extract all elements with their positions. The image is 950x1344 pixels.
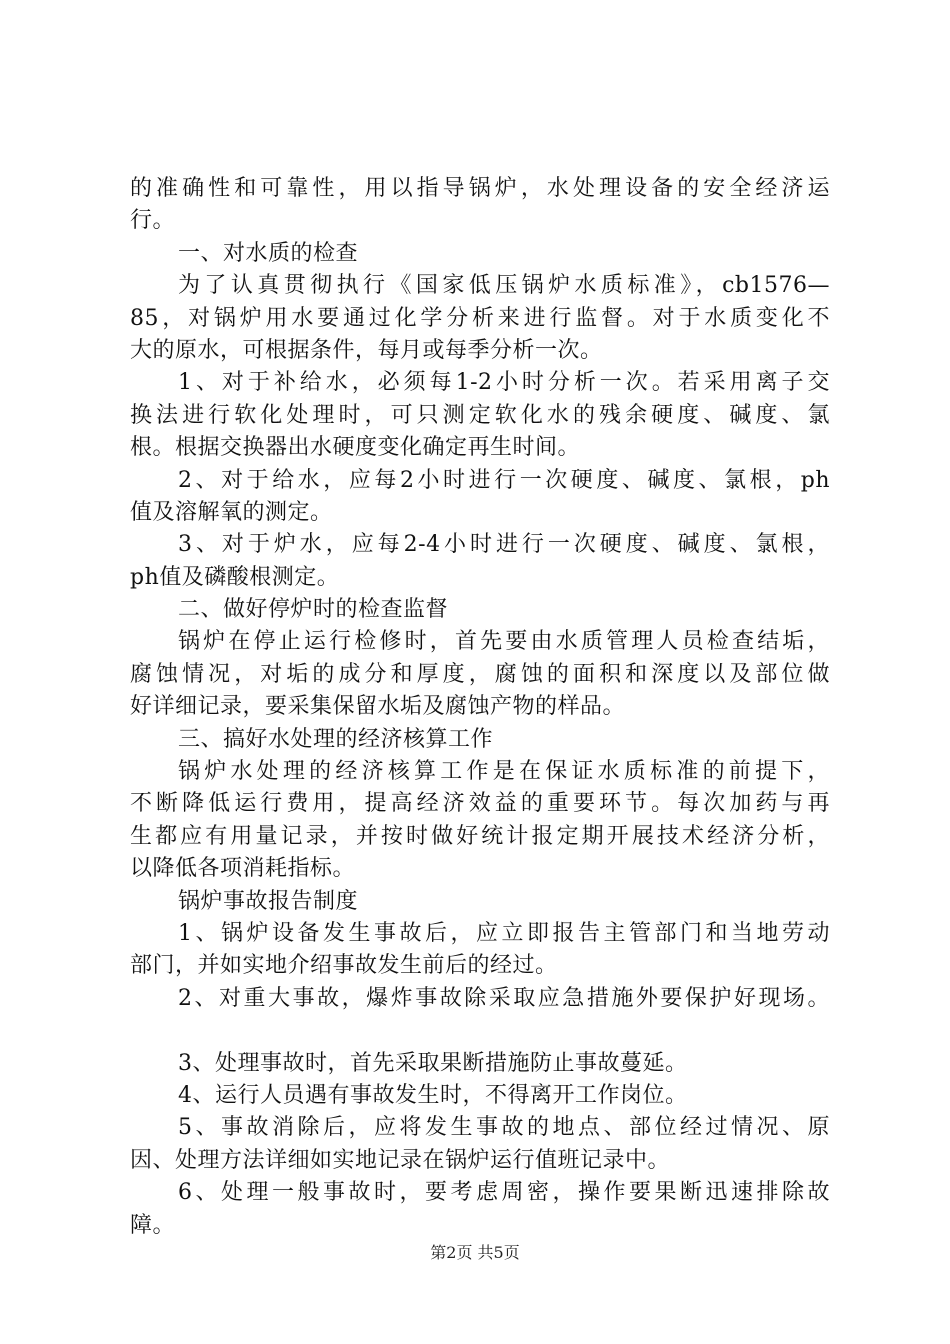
text-line: 三、搞好水处理的经济核算工作 (178, 726, 494, 752)
page-footer: 第2页 共5页 (430, 1243, 520, 1262)
text-line: 锅炉事故报告制度 (178, 888, 359, 914)
text-line: 腐蚀情况，对垢的成分和厚度，腐蚀的面积和深度以及部位做 (130, 661, 830, 687)
text-line: 3、对于炉水，应每2-4小时进行一次硬度、碱度、氯根， (178, 532, 830, 558)
text-line: 部门，并如实地介绍事故发生前后的经过。 (130, 953, 558, 979)
text-line: 锅炉在停止运行检修时，首先要由水质管理人员检查结垢， (178, 629, 830, 655)
text-line: 3、处理事故时，首先采取果断措施防止事故蔓延。 (178, 1050, 688, 1076)
text-line: 锅炉水处理的经济核算工作是在保证水质标准的前提下， (178, 759, 830, 785)
text-line: 1、对于补给水，必须每1-2小时分析一次。若采用离子交 (178, 370, 830, 396)
text-line: ph值及磷酸根测定。 (130, 564, 340, 590)
text-line: 2、对于给水，应每2小时进行一次硬度、碱度、氯根，ph (178, 467, 830, 493)
text-line: 6、处理一般事故时，要考虑周密，操作要果断迅速排除故 (178, 1180, 830, 1206)
text-line: 一、对水质的检查 (178, 240, 359, 266)
text-line: 以降低各项消耗指标。 (130, 856, 356, 882)
text-line: 生都应有用量记录，并按时做好统计报定期开展技术经济分析， (130, 823, 830, 849)
blank-line (130, 1015, 830, 1047)
text-line: 好详细记录，要采集保留水垢及腐蚀产物的样品。 (130, 694, 626, 720)
text-line: 值及溶解氧的测定。 (130, 499, 333, 525)
text-line: 换法进行软化处理时，可只测定软化水的残余硬度、碱度、氯 (130, 402, 830, 428)
text-line: 2、对重大事故，爆炸事故除采取应急措施外要保护好现场。 (178, 985, 830, 1011)
text-line: 85，对锅炉用水要通过化学分析来进行监督。对于水质变化不 (130, 305, 830, 331)
text-line: 根。根据交换器出水硬度变化确定再生时间。 (130, 435, 581, 461)
text-line: 4、运行人员遇有事故发生时，不得离开工作岗位。 (178, 1082, 688, 1108)
text-line: 5、事故消除后，应将发生事故的地点、部位经过情况、原 (178, 1115, 830, 1141)
text-line: 不断降低运行费用，提高经济效益的重要环节。每次加药与再 (130, 791, 830, 817)
text-line: 障。 (130, 1212, 176, 1238)
text-line: 1、锅炉设备发生事故后，应立即报告主管部门和当地劳动 (178, 920, 830, 946)
document-body (130, 173, 830, 1242)
text-line: 行。 (130, 208, 176, 234)
text-line: 为了认真贯彻执行《国家低压锅炉水质标准》，cb1576— (178, 273, 830, 299)
text-line: 因、处理方法详细如实地记录在锅炉运行值班记录中。 (130, 1147, 671, 1173)
text-line: 的准确性和可靠性，用以指导锅炉，水处理设备的安全经济运 (130, 176, 830, 201)
text-line: 大的原水，可根据条件，每月或每季分析一次。 (130, 337, 603, 363)
text-line: 二、做好停炉时的检查监督 (178, 597, 449, 623)
